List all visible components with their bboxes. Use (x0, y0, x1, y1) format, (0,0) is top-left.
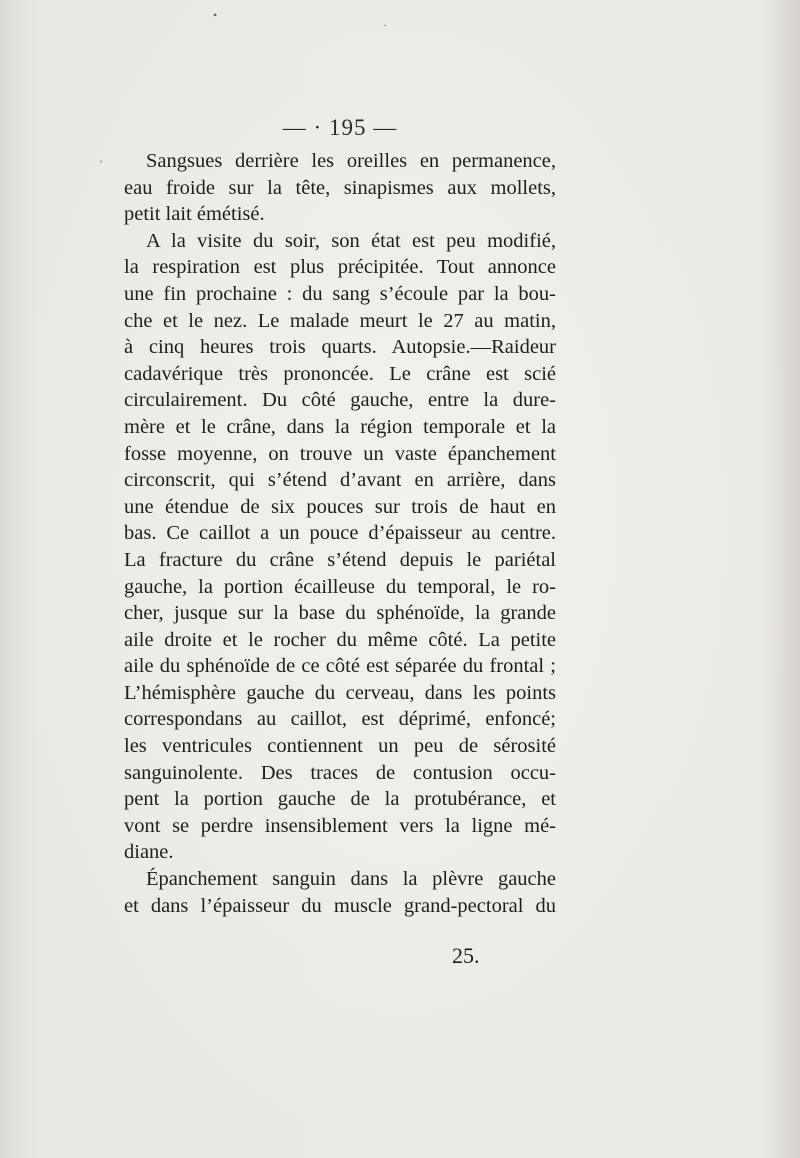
text-line: une étendue de six pouces sur trois de haut en (124, 495, 556, 518)
text-line: correspondans au caillot, est déprimé, enfoncé; (124, 708, 556, 731)
text-line: vont se perdre insensiblement vers la ligne mé- (124, 814, 556, 837)
paper-speck: • (213, 8, 218, 22)
text-line: diane. (124, 841, 174, 864)
text-line: che et le nez. Le malade meurt le 27 au matin, (124, 309, 556, 332)
text-line: et dans l’épaisseur du muscle grand-pectoral du (124, 894, 556, 917)
text-line: fosse moyenne, on trouve un vaste épanchement (124, 442, 556, 465)
text-line: mère et le crâne, dans la région temporale et la (124, 415, 556, 438)
text-line: une fin prochaine : du sang s’écoule par la bou- (124, 282, 556, 305)
text-line: sanguinolente. Des traces de contusion occu- (124, 761, 556, 784)
text-line: cadavérique très prononcée. Le crâne est scié (124, 362, 556, 385)
text-line: eau froide sur la tête, sinapismes aux mollets, (124, 176, 556, 199)
text-line: L’hémisphère gauche du cerveau, dans les points (124, 681, 556, 704)
text-line: les ventricules contiennent un peu de sérosité (124, 735, 556, 758)
paper-speck: ' (100, 157, 103, 171)
text-line: à cinq heures trois quarts. Autopsie.—Raideur (124, 336, 556, 359)
text-line: circulairement. Du côté gauche, entre la dure- (124, 389, 556, 412)
text-line: petit lait émétisé. (124, 203, 265, 226)
text-line: cher, jusque sur la base du sphénoïde, la grande (124, 602, 556, 625)
text-line: A la visite du soir, son état est peu modifié, (146, 229, 556, 252)
text-line: La fracture du crâne s’étend depuis le pariétal (124, 548, 556, 571)
body-text (124, 148, 556, 919)
text-line: circonscrit, qui s’étend d’avant en arrière, dans (124, 469, 556, 492)
page-number: — · 195 — (282, 115, 398, 140)
text-line: aile droite et le rocher du même côté. La petite (124, 628, 556, 651)
paper-speck: · (383, 18, 387, 32)
text-line: bas. Ce caillot a un pouce d’épaisseur au centre. (124, 522, 556, 545)
text-line: la respiration est plus précipitée. Tout annonce (124, 256, 556, 279)
text-line: Épanchement sanguin dans la plèvre gauche (146, 868, 556, 891)
text-line: Sangsues derrière les oreilles en permanence, (146, 150, 556, 172)
text-line: aile du sphénoïde de ce côté est séparée du frontal ; (124, 655, 556, 678)
text-line: pent la portion gauche de la protubérance, et (124, 788, 556, 811)
text-line: gauche, la portion écailleuse du temporal, le ro- (124, 575, 556, 598)
signature-mark: 25. (452, 943, 480, 968)
